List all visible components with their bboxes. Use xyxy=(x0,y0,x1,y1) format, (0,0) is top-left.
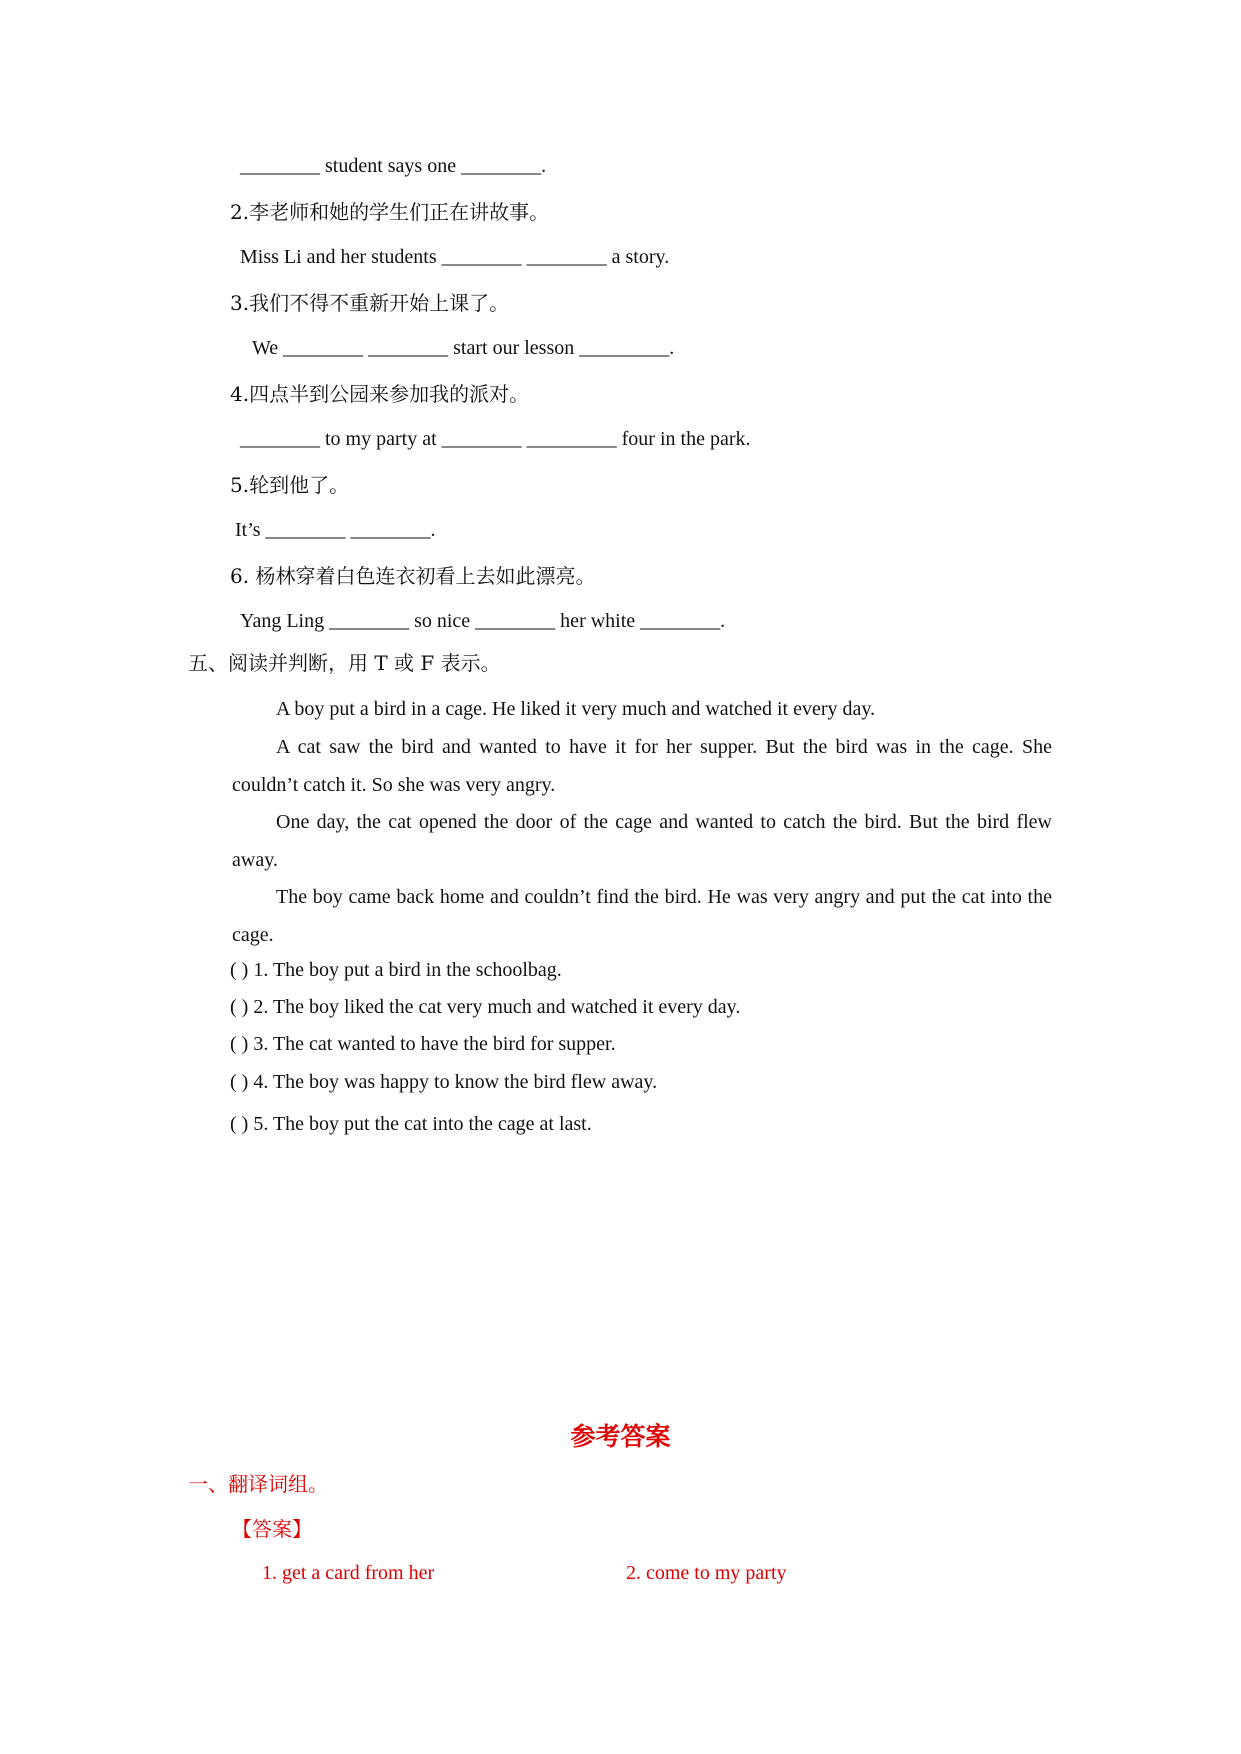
sentence-2-chinese: 2.李老师和她的学生们正在讲故事。 xyxy=(230,200,550,224)
sentence-4-english: ________ to my party at ________ _________ four in the park. xyxy=(240,428,751,450)
sentence-3-chinese: 3.我们不得不重新开始上课了。 xyxy=(230,291,510,315)
question-5: ( ) 5. The boy put the cat into the cage at last. xyxy=(230,1113,592,1135)
answer-item-2: 2. come to my party xyxy=(626,1562,787,1584)
reading-paragraph-4 xyxy=(232,878,1052,954)
sentence-6-english: Yang Ling ________ so nice ________ her white ________. xyxy=(240,610,726,632)
reading-paragraph-3-text: One day, the cat opened the door of the cage and wanted to catch the bird. But the bird flew away. xyxy=(232,811,1052,871)
reading-paragraph-1-text: A boy put a bird in a cage. He liked it very much and watched it every day. xyxy=(276,698,876,720)
sentence-5-chinese: 5.轮到他了。 xyxy=(230,473,350,497)
question-4: ( ) 4. The boy was happy to know the bird flew away. xyxy=(230,1071,658,1093)
question-3: ( ) 3. The cat wanted to have the bird for supper. xyxy=(230,1033,616,1055)
reading-paragraph-4-text: The boy came back home and couldn’t find the bird. He was very angry and put the cat into the cage. xyxy=(232,886,1052,946)
sentence-2-english: Miss Li and her students ________ ________ a story. xyxy=(240,246,670,268)
reading-paragraph-2-text: A cat saw the bird and wanted to have it for her supper. But the bird was in the cage. She couldn’t catch it. So she was very angry. xyxy=(232,736,1052,796)
answers-section-1-title: 一、翻译词组。 xyxy=(188,1472,328,1496)
reading-paragraph-1 xyxy=(232,690,1052,728)
sentence-3-english: We ________ ________ start our lesson _________. xyxy=(252,337,675,359)
sentence-1-english: ________ student says one ________. xyxy=(240,155,547,177)
reading-paragraph-2 xyxy=(232,728,1052,804)
section-5-title: 五、阅读并判断，用 T 或 F 表示。 xyxy=(188,651,501,675)
answer-item-1: 1. get a card from her xyxy=(262,1562,435,1584)
sentence-4-chinese: 4.四点半到公园来参加我的派对。 xyxy=(230,382,530,406)
answers-title: 参考答案 xyxy=(570,1422,671,1451)
question-2: ( ) 2. The boy liked the cat very much and watched it every day. xyxy=(230,996,741,1018)
question-1: ( ) 1. The boy put a bird in the schoolbag. xyxy=(230,959,562,981)
reading-paragraph-3 xyxy=(232,803,1052,879)
sentence-6-chinese: 6. 杨林穿着白色连衣初看上去如此漂亮。 xyxy=(230,564,596,588)
sentence-5-english: It’s ________ ________. xyxy=(235,519,436,541)
answers-label: 【答案】 xyxy=(232,1517,312,1541)
